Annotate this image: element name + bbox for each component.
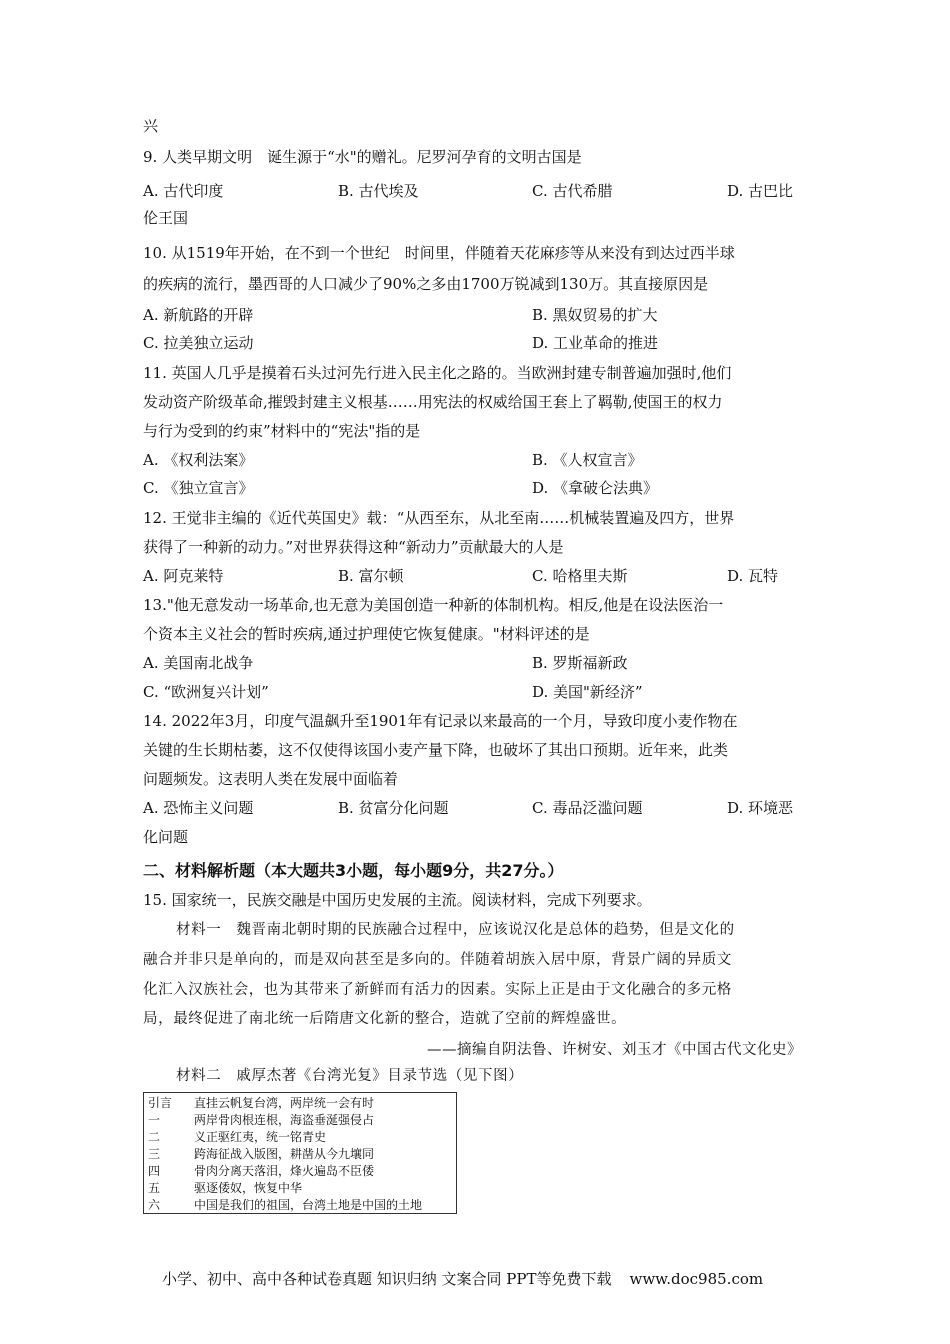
toc-row [148,1095,374,1111]
q11-option-b: B. 《人权宣言》 [532,451,643,469]
q10-stem-2: 的疾病的流行，墨西哥的人口减少了90%之多由1700万锐减到130万。其直接原因是 [143,275,709,293]
footer-text: 小学、初中、高中各种试卷真题 知识归纳 文案合同 PPT等免费下载 [162,1270,612,1288]
q11-option-c: C. 《独立宣言》 [143,479,254,497]
material1-line-1: 材料一 魏晋南北朝时期的民族融合过程中，应该说汉化是总体的趋势，但是文化的 [176,922,735,938]
q9-option-d: D. 古巴比 [727,182,794,200]
section-2-title: 二、材料解析题（本大题共3小题，每小题9分，共27分。） [143,861,564,880]
toc-num: 引言 [148,1096,173,1110]
q14-option-a: A. 恐怖主义问题 [143,799,254,817]
q12-option-c: C. 哈格里夫斯 [532,567,628,585]
toc-row [148,1129,326,1145]
q13-option-c: C. “欧洲复兴计划” [143,683,269,701]
q11-stem-3: 与行为受到的约束”材料中的“宪法"指的是 [143,422,421,440]
carryover-char: 兴 [143,117,159,135]
toc-num: 二 [148,1130,161,1144]
toc-num: 四 [148,1164,161,1178]
q15-stem: 15. 国家统一，民族交融是中国历史发展的主流。阅读材料，完成下列要求。 [143,891,652,909]
q12-option-b: B. 富尔顿 [338,567,404,585]
toc-row [148,1146,374,1162]
q14-stem-3: 问题频发。这表明人类在发展中面临着 [143,770,399,788]
q14-option-d: D. 环境恶 [727,799,794,817]
q11-option-a: A. 《权利法案》 [143,451,254,469]
q10-option-b: B. 黑奴贸易的扩大 [532,306,658,324]
q10-option-d: D. 工业革命的推进 [532,334,659,352]
toc-text: 两岸骨肉根连根，海盗垂涎强侵占 [194,1113,375,1127]
q11-option-d: D. 《拿破仑法典》 [532,479,659,497]
toc-num: 五 [148,1181,161,1195]
q10-option-c: C. 拉美独立运动 [143,334,254,352]
q14-stem-2: 关键的生长期枯萎，这不仅使得该国小麦产量下降，也破坏了其出口预期。近年来，此类 [143,741,729,759]
q14-option-c: C. 毒品泛滥问题 [532,799,643,817]
footer-url-link[interactable]: www.doc985.com [629,1270,764,1288]
q10-stem-1: 10. 从1519年开始，在不到一个世纪 时间里，伴随着天花麻疹等从来没有到达过西半球 [143,244,735,262]
toc-row [148,1163,374,1179]
material2-intro: 材料二 戚厚杰著《台湾光复》目录节选（见下图） [176,1068,524,1084]
q14-stem-1: 14. 2022年3月，印度气温飙升至1901年有记录以来最高的一个月，导致印度小麦作物在 [143,712,738,730]
q9-option-c: C. 古代希腊 [532,182,613,200]
toc-num: 一 [148,1113,161,1127]
q9-stem: 9. 人类早期文明 诞生源于“水"的赠礼。尼罗河孕育的文明古国是 [143,148,582,166]
q13-option-d: D. 美国"新经济” [532,683,643,701]
toc-text: 直挂云帆复台湾，两岸统一会有时 [194,1096,375,1110]
toc-text: 骨肉分离天落泪，烽火遍岛不臣倭 [194,1164,375,1178]
q9-option-b: B. 古代埃及 [338,182,419,200]
q13-option-b: B. 罗斯福新政 [532,654,628,672]
toc-box [143,1092,457,1214]
material1-line-3: 化汇入汉族社会，也为其带来了新鲜而有活力的因素。实际上正是由于文化融合的多元格 [143,982,732,998]
q9-option-d-cont: 伦王国 [143,209,189,227]
q14-option-b: B. 贫富分化问题 [338,799,449,817]
toc-num: 六 [148,1198,161,1212]
q9-option-a: A. 古代印度 [143,182,224,200]
toc-row [148,1112,374,1128]
q11-stem-1: 11. 英国人几乎是摸着石头过河先行进入民主化之路的。当欧洲封建专制普遍加强时,他们 [143,364,732,382]
q13-stem-1: 13."他无意发动一场革命,也无意为美国创造一种新的体制机构。相反,他是在设法医治一 [143,596,724,614]
toc-text: 驱逐倭奴，恢复中华 [194,1181,303,1195]
q13-option-a: A. 美国南北战争 [143,654,254,672]
q12-stem-2: 获得了一种新的动力。”对世界获得这种“新动力”贡献最大的人是 [143,538,564,556]
q12-stem-1: 12. 王觉非主编的《近代英国史》载：“从西至东，从北至南……机械装置遍及四方，世界 [143,509,735,527]
page-footer [162,1268,763,1289]
toc-text: 中国是我们的祖国，台湾土地是中国的土地 [194,1198,423,1212]
material1-line-2: 融合并非只是单向的，而是双向甚至是多向的。伴随着胡族入居中原，背景广阔的异质文 [143,952,732,968]
toc-row [148,1197,422,1213]
q14-option-d-cont: 化问题 [143,828,189,846]
material1-line-4: 局，最终促进了南北统一后隋唐文化新的整合，造就了空前的辉煌盛世。 [143,1011,627,1027]
material1-source: ——摘编自阴法鲁、许树安、刘玉才《中国古代文化史》 [427,1042,802,1058]
q11-stem-2: 发动资产阶级革命,摧毁封建主义根基……用宪法的权威给国王套上了羁勒,使国王的权力 [143,393,723,411]
q12-option-d: D. 瓦特 [727,567,779,585]
toc-num: 三 [148,1147,161,1161]
toc-text: 跨海征战入版图，耕凿从今九壤同 [194,1147,375,1161]
q12-option-a: A. 阿克莱特 [143,567,224,585]
q10-option-a: A. 新航路的开辟 [143,306,254,324]
toc-row [148,1180,302,1196]
toc-text: 义正驱红夷，统一铭青史 [194,1130,327,1144]
q13-stem-2: 个资本主义社会的暂时疾病,通过护理使它恢复健康。"材料评述的是 [143,625,590,643]
